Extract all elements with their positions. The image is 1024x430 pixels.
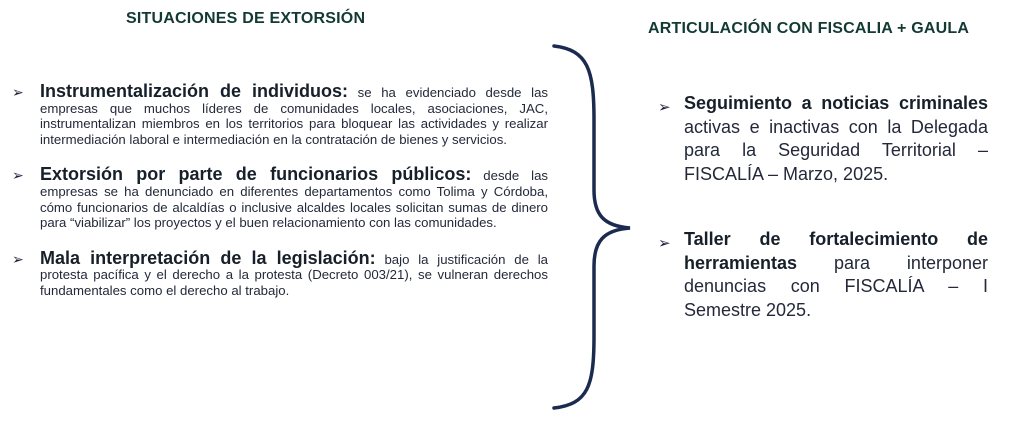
- item-text: desde las empresas se ha denunciado en diferentes departamentos como Tolima y Córdoba, cómo funcionarios de alcaldías o inclusive alcaldes locales solicitan sumas de dinero para “viabilizar” los proyectos y el buen relacionamiento con las comunidades.: [40, 168, 548, 231]
- item-title: Mala interpretación de la legislación:: [40, 247, 376, 268]
- item-text: activas e inactivas con la Delegada para la Seguridad Territorial – FISCALÍA – Marzo, 2025.: [684, 116, 988, 184]
- item-title: Extorsión por parte de funcionarios públicos:: [40, 164, 472, 185]
- list-item: [656, 92, 988, 186]
- arrow-bullet-icon: ➢: [658, 235, 671, 252]
- list-item: [10, 82, 548, 147]
- item-text: se ha evidenciado desde las empresas que muchos líderes de comunidades locales, asociaciones, JAC, instrumentalizan miembros en los territorios para bloquear las actividades y realizar intermediación laboral e intermediación en la contratación de bienes y servicios.: [40, 85, 548, 147]
- item-title: Instrumentalización de individuos:: [40, 81, 348, 101]
- arrow-bullet-icon: ➢: [658, 99, 671, 116]
- fiscalia-gaula-actions-list: [656, 92, 988, 364]
- right-heading: ARTICULACIÓN CON FISCALIA + GAULA: [648, 20, 970, 37]
- extortion-situations-list: [10, 82, 548, 317]
- arrow-bullet-icon: ➢: [12, 167, 24, 184]
- list-item: [656, 228, 988, 322]
- item-title: Taller de fortalecimiento de herramientas: [684, 229, 988, 273]
- arrow-bullet-icon: ➢: [12, 250, 24, 267]
- curly-brace-icon: [548, 40, 638, 412]
- list-item: [10, 165, 548, 230]
- item-title: Seguimiento a noticias criminales: [684, 93, 988, 113]
- left-heading: SITUACIONES DE EXTORSIÓN: [126, 10, 366, 27]
- list-item: [10, 249, 548, 299]
- arrow-bullet-icon: ➢: [12, 84, 24, 100]
- item-text: bajo la justificación de la protesta pacífica y el derecho a la protesta (Decreto 003/21), se vulneran derechos fundamentales como el derecho al trabajo.: [40, 251, 548, 298]
- item-text: para interponer denuncias con FISCALÍA – I Semestre 2025.: [684, 252, 988, 320]
